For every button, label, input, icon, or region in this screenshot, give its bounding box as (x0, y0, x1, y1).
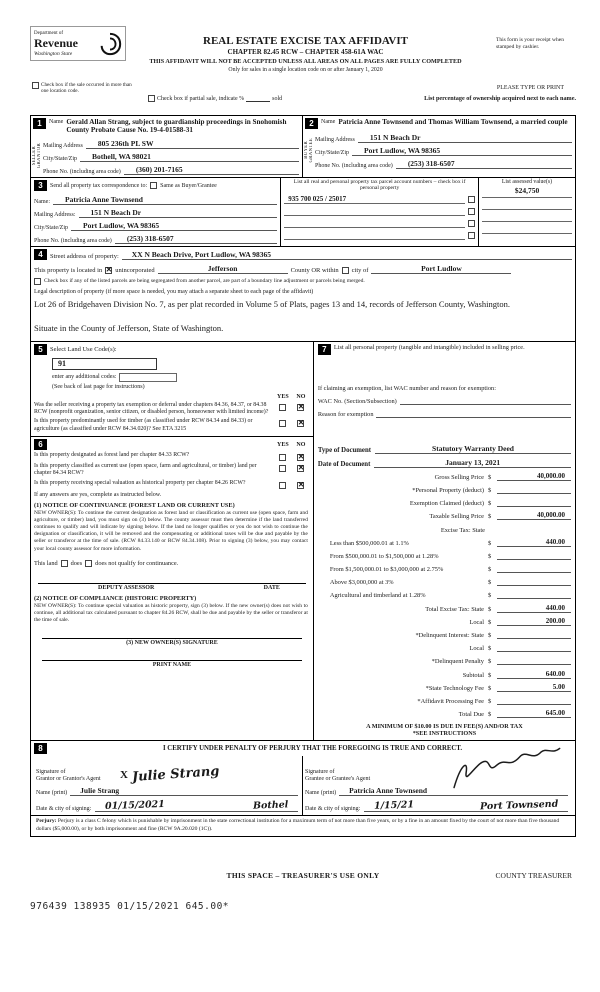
money-row-taxable: Taxable Selling Price $ 40,000.00 (318, 507, 571, 520)
perjury-label: Perjury: (36, 818, 57, 825)
buyer-grantee-side-label: BUYER GRANTEE (304, 137, 314, 163)
dollar-sign: $ (488, 711, 492, 719)
tier1-tax-value[interactable]: 440.00 (497, 538, 571, 547)
section-7 (314, 342, 575, 741)
continuance-qualify-row (34, 560, 310, 567)
buyer-city-label: City/State/Zip (315, 150, 349, 156)
parcel-personal-checkbox-1[interactable] (468, 196, 475, 203)
sec6-yes-no-header: YES NO (277, 441, 306, 448)
left-column (31, 342, 314, 741)
title-block (130, 35, 481, 73)
grantee-date-city-label: Date & city of signing: (305, 806, 361, 813)
county-or-label: County OR within (290, 266, 339, 274)
treasurer-row (30, 871, 576, 883)
corr-phone-value[interactable]: (253) 318-6507 (115, 234, 277, 244)
corr-name-value[interactable]: Patricia Anne Townsend (53, 195, 277, 205)
forest-question-row (34, 452, 310, 461)
dollar-sign: $ (488, 566, 492, 574)
local-tax-value[interactable]: 200.00 (497, 617, 571, 626)
does-not-label: does not qualify for continuance. (95, 559, 179, 567)
partial-sale-label: Check box if partial sale, indicate % (157, 95, 245, 102)
money-row-total-due: Total Due $ 645.00 (318, 705, 571, 718)
form-box (30, 115, 576, 837)
street-address-value[interactable]: XX N Beach Drive, Port Ludlow, WA 98365 (122, 250, 572, 260)
affidavit-page (30, 24, 576, 912)
timber-no-checkbox[interactable] (297, 420, 304, 427)
logo-dept-line: Department of (34, 30, 64, 36)
print-name-line[interactable]: PRINT NAME (42, 660, 302, 668)
grantee-name-print-value[interactable]: Patricia Anne Townsend (339, 786, 568, 796)
personal-property-label: List all personal property (tangible and intangible) included in selling price. (333, 343, 525, 351)
multi-location-label: Check box if the sale occurred in more than one location code. (41, 82, 132, 95)
seller-city-label: City/State/Zip (43, 155, 77, 162)
receipt-note: This form is your receipt when stamped by cashier. (496, 37, 564, 50)
notice-continuance-title: (1) NOTICE OF CONTINUANCE (FOREST LAND OR CURRENT USE) (34, 501, 235, 509)
exemption-question-row (34, 402, 310, 417)
money-row-delinquent-interest-state: *Delinquent Interest: State $ (318, 626, 571, 639)
city-checkbox[interactable] (342, 267, 349, 274)
parcel-personal-checkbox-2[interactable] (468, 208, 475, 215)
send-correspondence-label: Send all property tax correspondence to: (50, 182, 148, 189)
county-treasurer-label: COUNTY TREASURER (495, 871, 572, 881)
buyer-mailing-label: Mailing Address (315, 137, 355, 143)
seller-name-value[interactable]: Gerald Allan Strang, subject to guardianship proceedings in Snohomish County Probate Cause No. 19-4-01588-31 (66, 118, 287, 135)
notice-continuance-body: NEW OWNER(S): To continue the current designation as forest land or classification as current use (open space, farm and agriculture, or timber) land, you must sign on (3) below. The county assessor must then determine if the land transferred continues to qualify and will indicate by signing below. If the land no longer qualifies or you do not wish to continue the designation or classification, it will be removed and the compensating or additional taxes will be due and payable by the seller or transferor at the time of sale. (RCW 84.33.140 or RCW 84.34.108). Prior to signing (3) below, you may contact your local county assessor for more information. (34, 509, 308, 552)
land-use-label: Select Land Use Code(s): (50, 345, 117, 353)
money-row-tier3: From $1,500,000.01 to $3,000,000 at 2.75% $ (318, 560, 571, 573)
grantor-signature-handwriting: Julie Strang (131, 764, 220, 786)
timber-yes-checkbox[interactable] (279, 420, 286, 427)
assessed-value-blank[interactable] (482, 210, 572, 222)
legal-description-value[interactable]: Lot 26 of Bridgehaven Division No. 7, as per plat recorded in Volume 5 of Plats, pages 13 and 14, records of Jefferson County, Washington. (34, 298, 510, 309)
this-land-label: This land (34, 559, 58, 567)
grantor-name-print-label: Name (print) (36, 790, 68, 797)
money-row-personal-property: *Personal Property (deduct) $ (318, 481, 571, 494)
section-6-number: 6 (34, 439, 47, 450)
multi-location-option (32, 82, 140, 94)
warning-line: THIS AFFIDAVIT WILL NOT BE ACCEPTED UNLESS ALL AREAS ON ALL PAGES ARE FULLY COMPLETED (149, 58, 462, 65)
middle-columns (31, 342, 575, 742)
grantee-date-handwriting: 1/15/21 (374, 799, 415, 812)
money-row-delinquent-penalty: *Delinquent Penalty $ (318, 652, 571, 665)
unincorporated-label: unincorporated (115, 266, 155, 274)
grantor-city-handwriting: Bothel (252, 799, 289, 812)
land-use-code-box[interactable] (52, 358, 157, 370)
exemption-claimed-value[interactable] (497, 498, 571, 507)
parcel-personal-checkbox-4[interactable] (468, 232, 475, 239)
exemption-yes-checkbox[interactable] (279, 404, 286, 411)
buyer-phone-label: Phone No. (including area code) (315, 163, 393, 169)
section-5 (31, 342, 313, 437)
current-use-yes-checkbox[interactable] (279, 465, 286, 472)
same-as-buyer-checkbox[interactable] (150, 182, 157, 189)
dollar-sign: $ (488, 684, 492, 692)
corr-phone-label: Phone No. (including area code) (34, 237, 112, 244)
logo-revenue: Revenue (34, 35, 78, 50)
money-row-gross: Gross Selling Price $ 40,000.00 (318, 468, 571, 481)
total-excise-state-value[interactable]: 440.00 (497, 604, 571, 613)
parcel-number-blank[interactable] (284, 219, 465, 228)
dollar-sign: $ (488, 592, 492, 600)
cashier-receipt-stamp: 976439 138935 01/15/2021 645.00* (30, 901, 230, 913)
grantor-date-handwriting: 01/15/2021 (105, 799, 166, 813)
parties-row (31, 116, 575, 178)
city-value[interactable]: Port Ludlow (371, 264, 511, 274)
corr-city-value[interactable]: Port Ludlow, WA 98365 (71, 221, 277, 231)
dollar-sign: $ (488, 473, 492, 481)
delinquent-interest-state-value[interactable] (497, 630, 571, 639)
seller-phone-value[interactable]: (360) 201-7165 (124, 165, 299, 175)
pre-form-notes (30, 82, 576, 115)
wac-label: WAC No. (Section/Subsection) (317, 397, 397, 405)
partial-sale-percent-blank[interactable] (246, 95, 270, 102)
logo-state-line: Washington State (34, 50, 73, 57)
minimum-due-note: A MINIMUM OF $10.00 IS DUE IN FEE(S) AND/OR TAX (366, 723, 523, 731)
exemption-claim-label: If claiming an exemption, list WAC number and reason for exemption: (317, 384, 496, 392)
delinquent-penalty-value[interactable] (497, 656, 571, 665)
buyer-phone-value[interactable]: (253) 318-6507 (396, 159, 572, 169)
reason-label: Reason for exemption (317, 410, 374, 418)
personal-property-deduct-value[interactable] (497, 485, 571, 494)
tier3-tax-value[interactable] (497, 564, 571, 573)
exemption-question: Was the seller receiving a property tax exemption or deferral under chapters 84.36, 84.37, or 84.38 RCW (nonprofit organization, senior citizen, or disabled person, homeowner with limited income)? (34, 401, 269, 415)
buyer-mailing-value[interactable]: 151 N Beach Dr (358, 133, 572, 143)
money-row-exemption-claimed: Exemption Claimed (deduct) $ (318, 494, 571, 507)
money-row-processing-fee: *Affidavit Processing Fee $ (318, 692, 571, 705)
dollar-sign: $ (488, 579, 492, 587)
current-use-question-row (34, 463, 310, 478)
city-of-label: city of (351, 266, 369, 274)
partial-sale-option (148, 95, 282, 102)
type-of-document-label: Type of Document (317, 446, 371, 454)
dollar-sign: $ (488, 513, 492, 521)
ownership-percentage-note: List percentage of ownership acquired next to each name. (424, 95, 576, 102)
situate-line: Situate in the County of Jefferson, State of Washington. (34, 322, 224, 333)
grantor-signing-block (34, 756, 303, 815)
buyer-name-label: Name (321, 119, 336, 125)
sec5-yes-no-header: YES NO (277, 393, 306, 400)
date-of-document-label: Date of Document (317, 460, 371, 468)
current-use-no-checkbox[interactable] (297, 465, 304, 472)
exemption-no-checkbox[interactable] (297, 404, 304, 411)
assessed-values-block (479, 178, 575, 246)
personal-property-blank-area[interactable] (318, 355, 571, 385)
money-row-technology-fee: *State Technology Fee $ 5.00 (318, 679, 571, 692)
assessed-value-blank[interactable] (482, 198, 572, 210)
land-use-code-value: 91 (58, 359, 66, 369)
forest-yes-checkbox[interactable] (279, 454, 286, 461)
dollar-sign: $ (488, 486, 492, 494)
grantor-name-print-value[interactable]: Julie Strang (70, 786, 298, 796)
see-back-note: (See back of last page for instructions) (52, 383, 145, 390)
assessed-value[interactable]: $24,750 (482, 186, 572, 198)
logo-text (34, 31, 96, 57)
forest-no-checkbox[interactable] (297, 454, 304, 461)
section-4 (31, 247, 575, 342)
dollar-sign: $ (488, 697, 492, 705)
money-row-tier1: Less than $500,000.01 at 1.1% $ 440.00 (318, 534, 571, 547)
money-row-excise-tax-state: Excise Tax: State (440, 526, 485, 534)
multi-location-checkbox[interactable] (32, 82, 39, 89)
land-does-not-checkbox[interactable] (85, 560, 92, 567)
single-location-note: Only for sales in a single location code on or after January 1, 2020 (228, 67, 383, 73)
perjury-statement (31, 815, 575, 836)
parcel-personal-checkbox-3[interactable] (468, 220, 475, 227)
timber-question-row (34, 418, 310, 433)
dept-of-revenue-logo (30, 26, 126, 61)
form-title: REAL ESTATE EXCISE TAX AFFIDAVIT (203, 35, 408, 47)
buyer-section (303, 116, 575, 177)
form-header (30, 24, 576, 82)
dollar-sign: $ (488, 645, 492, 653)
section-2-number: 2 (305, 118, 318, 129)
grantee-city-handwriting: Port Townsend (479, 798, 559, 813)
dollar-sign: $ (488, 552, 492, 560)
dollar-sign: $ (488, 632, 492, 640)
subtotal-value[interactable]: 640.00 (497, 670, 571, 679)
grantee-date-city-area[interactable] (364, 800, 568, 812)
does-label: does (70, 559, 83, 567)
current-use-question: Is this property classified as current use (open space, farm and agricultural, or timber) land per chapter 84.34 RCW? (34, 463, 257, 477)
land-does-checkbox[interactable] (61, 560, 68, 567)
grantor-signature-area[interactable] (120, 757, 298, 786)
new-owner-signature-line[interactable]: (3) NEW OWNER(S) SIGNATURE (42, 638, 302, 646)
money-row-local: Local $ 200.00 (318, 613, 571, 626)
parcel-number-value[interactable]: 935 700 025 / 25017 (284, 195, 465, 204)
grantee-signing-block (303, 756, 572, 815)
forest-question: Is this property designated as forest land per chapter 84.33 RCW? (34, 452, 190, 459)
assessed-value-blank[interactable] (482, 222, 572, 234)
legal-description-label: Legal description of property (if more space is needed, you may attach a separate sheet to each page of the affidavit) (34, 288, 314, 295)
deputy-assessor-label: DEPUTY ASSESSOR (98, 584, 155, 591)
date-of-document-value[interactable]: January 13, 2021 (374, 458, 571, 468)
seller-mailing-label: Mailing Address (43, 142, 83, 149)
parcel-header: List all real and personal property tax parcel account numbers – check box if personal property (293, 178, 466, 192)
dollar-sign: $ (488, 605, 492, 613)
money-row-delinquent-interest-local: Local $ (318, 639, 571, 652)
money-row-tier2: From $500,000.01 to $1,500,000 at 1.28% $ (318, 547, 571, 560)
section-4-number: 4 (34, 249, 47, 260)
historic-question-row (34, 480, 310, 489)
taxable-selling-price-value[interactable]: 40,000.00 (497, 511, 571, 520)
historic-no-checkbox[interactable] (297, 482, 304, 489)
section-8-number: 8 (34, 743, 47, 754)
located-in-label: This property is located in (34, 266, 103, 274)
seller-grantor-side-label: SELLER GRANTOR (32, 142, 42, 169)
unincorporated-checkbox[interactable] (105, 267, 112, 274)
corr-city-label: City/State/Zip (34, 224, 68, 231)
if-yes-note: If any answers are yes, complete as instructed below. (34, 491, 162, 498)
county-value[interactable]: Jefferson (158, 264, 288, 274)
partial-sale-suffix: sold (272, 95, 283, 102)
money-row-subtotal: Subtotal $ 640.00 (318, 665, 571, 678)
seller-section (31, 116, 303, 177)
buyer-name-value[interactable]: Patricia Anne Townsend and Thomas William Townsend, a married couple (338, 118, 568, 126)
money-row-tier4: Above $3,000,000 at 3% $ (318, 573, 571, 586)
partial-sale-checkbox[interactable] (148, 95, 155, 102)
parcel-number-blank[interactable] (284, 231, 465, 240)
grantor-date-city-label: Date & city of signing: (36, 806, 92, 813)
chapter-line: CHAPTER 82.45 RCW – CHAPTER 458-61A WAC (227, 48, 384, 56)
corr-name-label: Name: (34, 198, 50, 205)
segregated-checkbox[interactable] (34, 278, 41, 285)
assessed-values-header: List assessed value(s) (501, 178, 553, 185)
seller-phone-label: Phone No. (including area code) (43, 168, 121, 175)
tier2-tax-value[interactable] (497, 551, 571, 560)
dollar-sign: $ (488, 618, 492, 626)
agricultural-tax-value[interactable] (497, 590, 571, 599)
section-8 (31, 741, 575, 815)
deputy-assessor-signature-line[interactable] (38, 583, 306, 591)
reason-value-blank[interactable] (376, 410, 571, 418)
dollar-sign: $ (488, 539, 492, 547)
grantee-name-print-label: Name (print) (305, 790, 337, 797)
segregated-note: Check box if any of the listed parcels are being segregated from another parcel, are part of a boundary line adjustment or parcels being merged. (44, 278, 365, 285)
tier4-tax-value[interactable] (497, 577, 571, 586)
dollar-sign: $ (488, 671, 492, 679)
type-of-document-value[interactable]: Statutory Warranty Deed (375, 444, 571, 454)
section-6 (31, 436, 313, 740)
additional-codes-box[interactable] (119, 373, 177, 382)
type-or-print-note: PLEASE TYPE OR PRINT (496, 85, 564, 91)
seller-name-label: Name (49, 119, 64, 125)
seller-mailing-value[interactable]: 805 236th PL SW (86, 139, 299, 149)
section-3-number: 3 (34, 180, 47, 191)
money-row-agricultural: Agricultural and timberland at 1.28% $ (318, 586, 571, 599)
corr-mailing-value[interactable]: 151 N Beach Dr (79, 208, 278, 218)
delinquent-interest-local-value[interactable] (497, 643, 571, 652)
tax-correspondence-block (31, 178, 281, 246)
historic-question: Is this property receiving special valuation as historical property per chapter 84.26 RCW? (34, 479, 246, 486)
deputy-date-label: DATE (263, 584, 280, 591)
revenue-swirl-icon (98, 32, 122, 56)
certify-line: I CERTIFY UNDER PENALTY OF PERJURY THAT THE FOREGOING IS TRUE AND CORRECT. (162, 745, 463, 753)
grantor-signature-label: Signature of Grantor or Grantor's Agent (36, 768, 101, 782)
street-address-label: Street address of property: (50, 252, 119, 260)
section-3 (31, 178, 575, 247)
section-1-number: 1 (33, 118, 46, 129)
corr-mailing-label: Mailing Address: (34, 211, 76, 218)
dollar-sign: $ (488, 500, 492, 508)
timber-question: Is this property predominantly used for timber (as classified under RCW 84.34 and 84.33) or agriculture (as classified under RCW 84.34.020)? See ETA 3215 (34, 418, 253, 432)
section-7-number: 7 (318, 344, 331, 355)
notice-compliance-title: (2) NOTICE OF COMPLIANCE (HISTORIC PROPERTY) (34, 594, 197, 602)
seller-city-value[interactable]: Bothell, WA 98021 (80, 152, 299, 162)
exemption-blank-area[interactable] (318, 418, 571, 440)
same-as-buyer-label: Same as Buyer/Grantee (160, 182, 217, 189)
technology-fee-value[interactable]: 5.00 (497, 683, 571, 692)
additional-codes-label: enter any additional codes: (52, 374, 117, 381)
grantee-signature-area[interactable] (391, 757, 568, 783)
treasurer-space-label: THIS SPACE – TREASURER'S USE ONLY (226, 871, 380, 881)
parcel-numbers-block (281, 178, 479, 246)
gross-selling-price-value[interactable]: 40,000.00 (497, 472, 571, 481)
parcel-number-blank[interactable] (284, 207, 465, 216)
money-row-total-state: Total Excise Tax: State $ 440.00 (318, 599, 571, 612)
signature-x-mark: X (120, 769, 128, 782)
grantor-date-city-area[interactable] (95, 800, 298, 812)
dollar-sign: $ (488, 658, 492, 666)
total-due-value[interactable]: 645.00 (497, 709, 571, 718)
see-instructions-note: *SEE INSTRUCTIONS (412, 730, 477, 738)
grantee-signature-label: Signature of Grantee or Grantee's Agent (305, 768, 371, 782)
notice-compliance-body: NEW OWNER(S): To continue special valuation as historic property, sign (3) below. If the new owner(s) does not wish to continue, all additional tax calculated pursuant to chapter 84.26 RCW, shall be due and payable by the seller or transferor at the time of sale. (34, 602, 308, 623)
historic-yes-checkbox[interactable] (279, 482, 286, 489)
wac-value-blank[interactable] (400, 397, 571, 405)
section-5-number: 5 (34, 344, 47, 355)
buyer-city-value[interactable]: Port Ludlow, WA 98365 (352, 146, 572, 156)
perjury-text: Perjury is a class C felony which is punishable by imprisonment in the state correctional institution for a maximum term of not more than five years, or by a fine in an amount fixed by the court of not more than five thousand dollars ($5,000.00), or by both imprisonment and fine (RCW 9A.20.020 (1C)). (36, 818, 560, 832)
processing-fee-value[interactable] (497, 696, 571, 705)
